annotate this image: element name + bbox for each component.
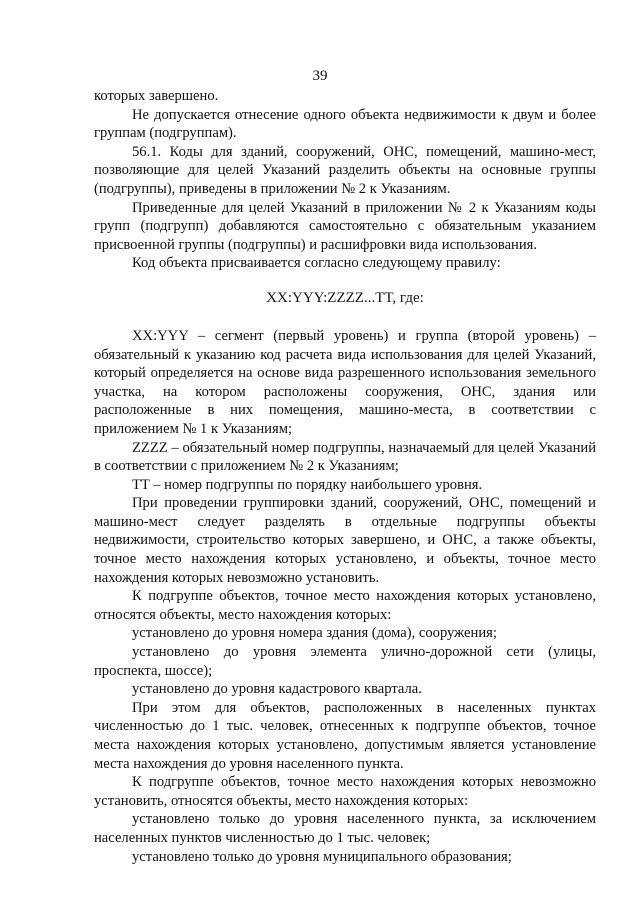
paragraph-continuation: которых завершено. — [94, 88, 219, 104]
paragraph-location-not-established: К подгруппе объектов, точное место нахождения которых невозможно установить, относятся объекты, место нахождения которых: — [94, 774, 596, 809]
paragraph-grouping-rules: При проведении группировки зданий, сооружений, ОНС, помещений и машино-мест следует разделять в отдельные подгруппы объекты недвижимости, строительство которых завершено, и ОНС, а также объекты, точное место нахождения которых установлено, и объекты, точное место нахождения которых невозможно установить. — [94, 495, 596, 586]
list-item-settlement-level: установлено только до уровня населенного пункта, за исключением населенных пунктов численностью до 1 тыс. человек; — [94, 811, 596, 846]
paragraph-code-rule-intro: Код объекта присваивается согласно следующему правилу: — [132, 255, 501, 272]
paragraph-tt-definition: TT – номер подгруппы по порядку наибольшего уровня. — [132, 476, 483, 493]
paragraph-location-established: К подгруппе объектов, точное место нахождения которых установлено, относятся объекты, место нахождения которых: — [94, 588, 596, 623]
code-formula: XX:YYY:ZZZZ...TT, где: — [266, 289, 424, 306]
body-text — [94, 87, 596, 866]
list-item-building-level: установлено до уровня номера здания (дома), сооружения; — [132, 625, 497, 642]
list-item-street-level: установлено до уровня элемента улично-дорожной сети (улицы, проспекта, шоссе); — [94, 644, 596, 679]
page-number: 39 — [312, 68, 328, 84]
list-item-municipality-level: установлено только до уровня муниципального образования; — [132, 848, 512, 865]
list-item-cadastral-level: установлено до уровня кадастрового квартала. — [132, 681, 422, 698]
paragraph-no-multiple-groups: Не допускается отнесение одного объекта недвижимости к двум и более группам (подгруппам). — [94, 106, 596, 142]
paragraph-56-1: 56.1. Коды для зданий, сооружений, ОНС, помещений, машино-мест, позволяющие для целей Указаний разделить объекты на основные группы (подгруппы), приведены в приложении № 2 к Указаниям. — [94, 143, 596, 197]
paragraph-small-settlements: При этом для объектов, расположенных в населенных пунктах численностью до 1 тыс. человек, отнесенных к подгруппе объектов, точное места нахождения которых установлено, допустимым является установление места нахождения до уровня населенного пункта. — [94, 699, 596, 772]
paragraph-group-codes: Приведенные для целей Указаний в приложении № 2 к Указаниям коды групп (подгрупп) добавляются самостоятельно с обязательным указанием присвоенной группы (подгруппы) и расшифровки вида использования. — [94, 199, 596, 253]
paragraph-subgroup-number: ZZZZ – обязательный номер подгруппы, назначаемый для целей Указаний в соответствии с приложением № 2 к Указаниям; — [94, 439, 596, 475]
paragraph-segment-definition: XX:YYY – сегмент (первый уровень) и группа (второй уровень) – обязательный к указанию код расчета вида использования для целей Указаний, который определяется на основе вида разрешенного использования земельного участка, на котором расположены сооружения, ОНС, здания или расположенные в них помещения, машино-места, в соответствии с приложением № 1 к Указаниям; — [94, 327, 596, 437]
